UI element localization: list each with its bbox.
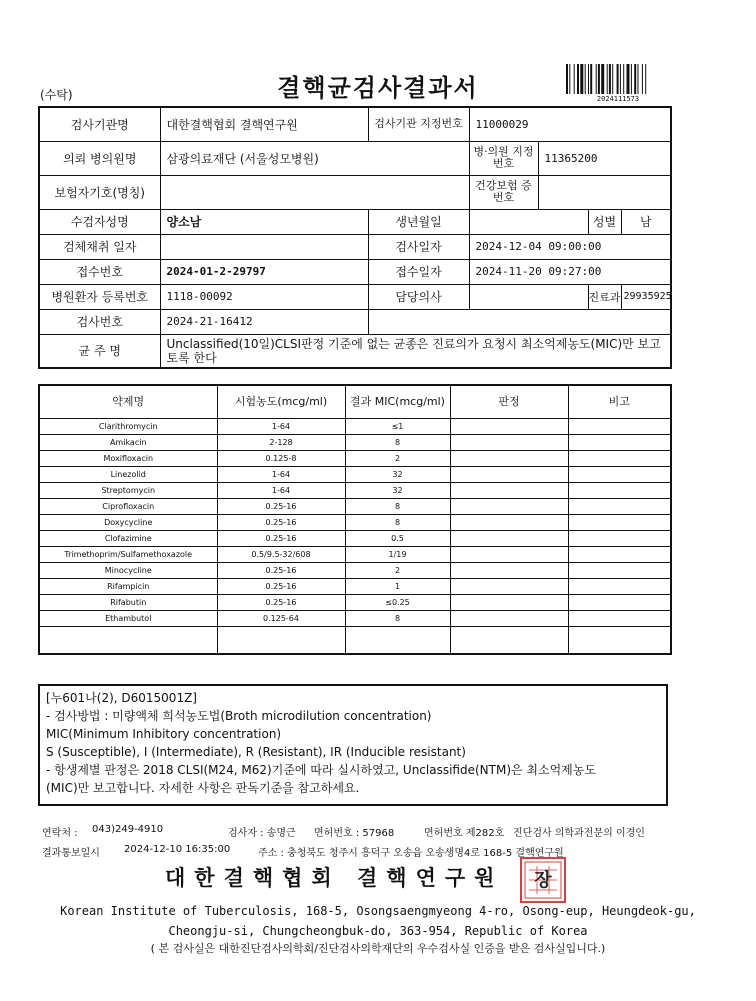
table-row [39,579,671,595]
doctor-value [469,284,588,309]
collect-label: 검체채취 일자 [39,234,160,259]
specialist: 진단검사 의학과전문의 이경인 [513,828,645,839]
cell-drug: Ethambutol [39,611,217,627]
sex-value: 남 [621,209,671,234]
table-row [39,515,671,531]
client-code-label: 병·의원 지정번호 [469,141,538,175]
barcode-icon [566,64,670,94]
cell-remark [568,515,671,531]
range-header: 시험농도(mcg/ml) [217,385,345,419]
test-no-label: 검사번호 [39,309,160,334]
table-row [39,483,671,499]
cell-remark [568,531,671,547]
cell-range: 0.25-16 [217,579,345,595]
mic-header: 결과 MIC(mcg/ml) [345,385,450,419]
cell-judgment [450,483,568,499]
organism-value: Unclassified(10일)CLSI판정 기준에 없는 균종은 진료의가 요청시 최소억제농도(MIC)만 보고토록 한다 [160,334,671,368]
cell-mic: 0.5 [345,531,450,547]
inst-code-value: 11000029 [469,107,671,141]
test-no-value: 2024-21-16412 [160,309,368,334]
certification-note: ( 본 검사실은 대한진단검사의학회/진단검사의학재단의 우수검사실 인증을 받은 검사실입니다.) [150,942,606,955]
seal-icon [519,856,567,904]
cell-judgment [450,563,568,579]
cell-judgment [450,515,568,531]
cell-judgment [450,595,568,611]
cell-mic: 8 [345,435,450,451]
table-row [39,595,671,611]
barcode-number: 2024111573 [596,95,640,103]
organism-label: 균 주 명 [39,334,160,368]
cell-drug: Linezolid [39,467,217,483]
test-date-label: 검사일자 [368,234,469,259]
notes-box [38,684,668,806]
receipt-date-value: 2024-11-20 09:27:00 [469,259,671,284]
empty-cell [450,627,568,655]
cell-mic: 2 [345,451,450,467]
info-table [38,106,672,369]
empty-cell [217,627,345,655]
patient-value: 양소남 [160,209,368,234]
table-row-empty [39,627,671,655]
report-date: 2024-12-10 16:35:00 [124,844,231,855]
cell-remark [568,419,671,435]
cell-drug: Clarithromycin [39,419,217,435]
note-line: [누601나(2), D6015001Z] [46,691,197,705]
table-row [39,419,671,435]
cell-drug: Rifampicin [39,579,217,595]
cell-remark [568,451,671,467]
reg-no-label: 병원환자 등록번호 [39,284,160,309]
cell-drug: Streptomycin [39,483,217,499]
table-row [39,611,671,627]
doctor-label: 담당의사 [368,284,469,309]
cell-range: 0.25-16 [217,531,345,547]
note-line: (MIC)만 보고합니다. 자세한 사항은 판독기준을 참고하세요. [46,781,360,795]
address-en-2: Cheongju-si, Chungcheongbuk-do, 363-954, Republic of Korea [168,924,588,938]
sex-label: 성별 [588,209,621,234]
table-row [39,499,671,515]
cell-range: 0.25-16 [217,563,345,579]
cell-judgment [450,435,568,451]
cell-mic: 8 [345,515,450,531]
cell-range: 0.125-8 [217,451,345,467]
address-en-1: Korean Institute of Tuberculosis, 168-5, Osongsaengmyeong 4-ro, Osong-eup, Heungdeok-gu, [60,904,696,918]
receipt-date-label: 접수일자 [368,259,469,284]
cell-judgment [450,579,568,595]
cell-remark [568,467,671,483]
client-code-value: 11365200 [538,141,671,175]
contact-label: 연락처 : [42,828,78,839]
cell-judgment [450,547,568,563]
cell-remark [568,483,671,499]
empty-cell [345,627,450,655]
cell-mic: 1 [345,579,450,595]
birth-label: 생년월일 [368,209,469,234]
judgment-header: 판정 [450,385,568,419]
health-ins-value [538,175,671,209]
cell-judgment [450,467,568,483]
cell-remark [568,611,671,627]
blank-cell [368,309,671,334]
health-ins-label: 건강보험 증번호 [469,175,538,209]
cell-mic: 2 [345,563,450,579]
cell-remark [568,595,671,611]
table-row [39,563,671,579]
receipt-label: (수탁) [40,88,73,102]
org-name: 대한결핵협회 결핵연구원 [165,866,504,890]
institution-label: 검사기관명 [39,107,160,141]
note-line: - 항생제별 판정은 2018 CLSI(M24, M62)기준에 따라 실시하였고, Unclassifide(NTM)은 최소억제농도 [46,763,596,777]
note-line: S (Susceptible), I (Intermediate), R (Resistant), IR (Inducible resistant) [46,745,466,759]
table-row [39,435,671,451]
cell-judgment [450,531,568,547]
cell-drug: Amikacin [39,435,217,451]
cell-mic: 32 [345,483,450,499]
cell-mic: 32 [345,467,450,483]
cell-drug: Clofazimine [39,531,217,547]
institution-value: 대한결핵협회 결핵연구원 [160,107,368,141]
cell-mic: ≤0.25 [345,595,450,611]
cell-judgment [450,611,568,627]
cell-range: 1-64 [217,467,345,483]
cell-remark [568,547,671,563]
remark-header: 비고 [568,385,671,419]
client-label: 의뢰 병의원명 [39,141,160,175]
cell-range: 0.5/9.5-32/608 [217,547,345,563]
cell-range: 0.25-16 [217,499,345,515]
table-row [39,451,671,467]
cell-judgment [450,499,568,515]
cell-range: 1-64 [217,419,345,435]
cell-drug: Trimethoprim/Sulfamethoxazole [39,547,217,563]
note-line: - 검사방법 : 미량액체 희석농도법(Broth microdilution concentration) [46,709,432,723]
client-value: 삼광의료재단 (서울성모병원) [160,141,469,175]
tester: 검사자 : 송명근 [228,828,296,839]
cell-remark [568,435,671,451]
address: 주소 : 충청북도 청주시 흥덕구 오송읍 오송생명4로 168-5 결핵연구원 [258,848,564,859]
page-title: 결핵균검사결과서 [277,74,479,102]
insured-value [160,175,469,209]
cell-drug: Ciprofloxacin [39,499,217,515]
dept-value: 29935925 [621,284,671,309]
report-label: 결과통보일시 [42,848,100,859]
test-date-value: 2024-12-04 09:00:00 [469,234,671,259]
drug-header: 약제명 [39,385,217,419]
collect-value [160,234,368,259]
receipt-no-value: 2024-01-2-29797 [160,259,368,284]
cell-judgment [450,451,568,467]
cell-mic: ≤1 [345,419,450,435]
seal-text: 장 [534,870,552,891]
empty-cell [39,627,217,655]
birth-value [469,209,588,234]
cell-mic: 8 [345,499,450,515]
table-row [39,467,671,483]
inst-code-label: 검사기관 지정번호 [368,107,469,141]
cell-remark [568,579,671,595]
empty-cell [568,627,671,655]
cell-drug: Minocycline [39,563,217,579]
cell-range: 0.25-16 [217,595,345,611]
patient-label: 수검자성명 [39,209,160,234]
contact-value: 043)249-4910 [92,824,164,835]
cell-mic: 8 [345,611,450,627]
insured-label: 보험자기호(명칭) [39,175,160,209]
cell-range: 2-128 [217,435,345,451]
cell-range: 1-64 [217,483,345,499]
table-row [39,531,671,547]
cell-range: 0.125-64 [217,611,345,627]
cell-mic: 1/19 [345,547,450,563]
cell-drug: Doxycycline [39,515,217,531]
cell-judgment [450,419,568,435]
cell-remark [568,499,671,515]
table-row [39,547,671,563]
cell-remark [568,563,671,579]
cell-drug: Moxifloxacin [39,451,217,467]
license: 면허번호 : 57968 [314,828,395,839]
susceptibility-table [38,384,672,655]
note-line: MIC(Minimum Inhibitory concentration) [46,727,282,741]
cell-range: 0.25-16 [217,515,345,531]
dept-label: 진료과 [588,284,621,309]
receipt-no-label: 접수번호 [39,259,160,284]
cell-drug: Rifabutin [39,595,217,611]
reg-no-value: 1118-00092 [160,284,368,309]
license-no: 면허번호 제282호 [424,828,505,839]
